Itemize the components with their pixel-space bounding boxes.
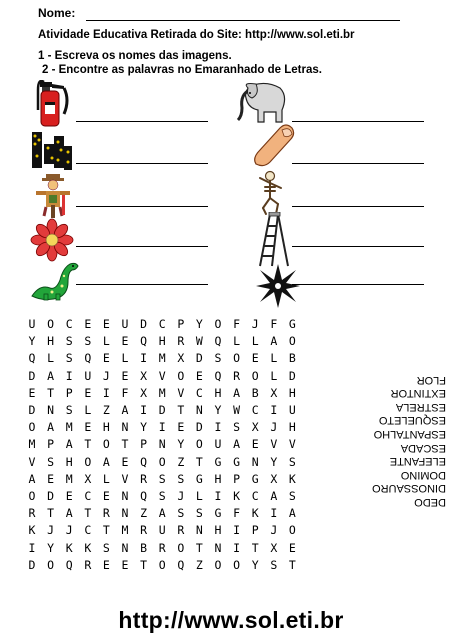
grid-letter[interactable]: E: [288, 540, 296, 555]
grid-letter[interactable]: V: [158, 368, 166, 383]
grid-letter[interactable]: X: [270, 385, 278, 400]
scarecrow-icon: [34, 172, 72, 218]
grid-letter[interactable]: E: [121, 454, 129, 469]
grid-letter[interactable]: F: [233, 506, 241, 521]
grid-letter[interactable]: Y: [28, 334, 36, 349]
answer-line-right-1[interactable]: [292, 121, 424, 122]
grid-letter[interactable]: O: [251, 368, 259, 383]
grid-letter[interactable]: I: [270, 403, 278, 417]
grid-letter[interactable]: M: [121, 523, 129, 538]
grid-letter[interactable]: E: [102, 317, 110, 331]
grid-letter[interactable]: S: [214, 351, 222, 366]
word-list-item: ELEFANTE: [389, 455, 446, 468]
grid-letter[interactable]: H: [102, 420, 110, 435]
grid-letter[interactable]: D: [28, 403, 36, 417]
grid-letter[interactable]: O: [84, 454, 92, 469]
answer-line-right-3[interactable]: [292, 206, 424, 207]
grid-letter[interactable]: Q: [214, 368, 222, 383]
star-icon: [256, 264, 300, 308]
answer-line-left-1[interactable]: [76, 121, 208, 122]
grid-letter[interactable]: X: [270, 540, 278, 555]
grid-letter[interactable]: E: [65, 489, 73, 503]
grid-letter[interactable]: F: [270, 317, 278, 331]
grid-letter[interactable]: N: [121, 540, 129, 555]
grid-letter[interactable]: X: [270, 471, 278, 486]
grid-letter[interactable]: O: [177, 540, 185, 555]
grid-letter[interactable]: N: [158, 437, 166, 452]
grid-letter[interactable]: O: [233, 351, 241, 366]
grid-letter[interactable]: D: [28, 557, 36, 572]
grid-letter[interactable]: V: [270, 437, 278, 452]
grid-letter[interactable]: W: [233, 403, 241, 417]
grid-letter[interactable]: A: [28, 471, 36, 486]
grid-letter[interactable]: S: [195, 506, 203, 521]
grid-letter[interactable]: E: [121, 368, 129, 383]
grid-letter[interactable]: S: [65, 403, 73, 417]
answer-line-right-2[interactable]: [292, 163, 424, 164]
grid-letter[interactable]: T: [140, 557, 148, 572]
grid-letter[interactable]: P: [140, 437, 148, 452]
answer-line-right-5[interactable]: [292, 284, 424, 285]
grid-letter[interactable]: I: [233, 540, 241, 555]
grid-letter[interactable]: M: [158, 385, 166, 400]
grid-letter[interactable]: C: [195, 385, 203, 400]
grid-letter[interactable]: J: [47, 523, 55, 538]
grid-letter[interactable]: J: [177, 489, 185, 503]
grid-letter[interactable]: S: [65, 351, 73, 366]
grid-letter[interactable]: B: [288, 351, 296, 366]
grid-letter[interactable]: J: [251, 317, 259, 331]
grid-letter[interactable]: O: [28, 420, 36, 435]
grid-letter[interactable]: X: [140, 385, 148, 400]
grid-letter[interactable]: H: [288, 420, 296, 435]
grid-letter[interactable]: S: [84, 334, 92, 349]
grid-letter[interactable]: R: [233, 368, 241, 383]
grid-letter[interactable]: N: [214, 540, 222, 555]
grid-letter[interactable]: U: [158, 523, 166, 538]
grid-letter[interactable]: O: [158, 454, 166, 469]
grid-letter[interactable]: H: [214, 471, 222, 486]
grid-letter[interactable]: S: [65, 334, 73, 349]
grid-letter[interactable]: S: [102, 540, 110, 555]
grid-letter[interactable]: J: [270, 420, 278, 435]
answer-line-left-5[interactable]: [76, 284, 208, 285]
grid-letter[interactable]: B: [251, 385, 259, 400]
grid-letter[interactable]: L: [47, 351, 55, 366]
grid-letter[interactable]: O: [102, 437, 110, 452]
grid-letter[interactable]: E: [251, 437, 259, 452]
grid-letter[interactable]: X: [140, 368, 148, 383]
grid-letter[interactable]: L: [121, 351, 129, 366]
grid-letter[interactable]: N: [121, 420, 129, 435]
ladder-icon: [254, 212, 292, 268]
answer-line-left-2[interactable]: [76, 163, 208, 164]
grid-letter[interactable]: H: [65, 454, 73, 469]
grid-letter[interactable]: Q: [140, 489, 148, 503]
grid-letter[interactable]: L: [195, 489, 203, 503]
grid-letter[interactable]: S: [158, 471, 166, 486]
grid-letter[interactable]: H: [214, 385, 222, 400]
grid-letter[interactable]: U: [28, 317, 36, 331]
grid-letter[interactable]: Q: [28, 351, 36, 366]
grid-letter[interactable]: E: [102, 489, 110, 503]
name-label: Nome:: [38, 6, 76, 20]
grid-letter[interactable]: T: [121, 437, 129, 452]
grid-letter[interactable]: A: [288, 506, 296, 521]
grid-letter[interactable]: E: [195, 368, 203, 383]
grid-letter[interactable]: K: [288, 471, 296, 486]
grid-letter[interactable]: V: [28, 454, 36, 469]
grid-letter[interactable]: G: [251, 471, 259, 486]
grid-letter[interactable]: X: [177, 351, 185, 366]
grid-letter[interactable]: E: [121, 557, 129, 572]
grid-letter[interactable]: I: [270, 506, 278, 521]
grid-letter[interactable]: P: [65, 385, 73, 400]
grid-letter[interactable]: R: [140, 523, 148, 538]
grid-letter[interactable]: Q: [214, 334, 222, 349]
grid-letter[interactable]: O: [233, 557, 241, 572]
grid-letter[interactable]: G: [214, 454, 222, 469]
grid-letter[interactable]: Y: [47, 540, 55, 555]
grid-letter[interactable]: K: [233, 489, 241, 503]
grid-letter[interactable]: R: [84, 557, 92, 572]
grid-letter[interactable]: U: [121, 317, 129, 331]
grid-letter[interactable]: R: [177, 523, 185, 538]
grid-letter[interactable]: N: [195, 523, 203, 538]
grid-letter[interactable]: G: [195, 471, 203, 486]
grid-letter[interactable]: B: [140, 540, 148, 555]
grid-letter[interactable]: K: [28, 523, 36, 538]
grid-letter[interactable]: L: [102, 334, 110, 349]
grid-letter[interactable]: A: [158, 506, 166, 521]
grid-letter[interactable]: K: [251, 506, 259, 521]
grid-letter[interactable]: Q: [140, 454, 148, 469]
grid-letter[interactable]: E: [121, 334, 129, 349]
grid-letter[interactable]: P: [177, 317, 185, 331]
grid-letter[interactable]: J: [102, 368, 110, 383]
grid-letter[interactable]: E: [102, 351, 110, 366]
word-list-item: ESPANTALHO: [373, 428, 446, 441]
answer-line-left-4[interactable]: [76, 246, 208, 247]
grid-letter[interactable]: V: [121, 471, 129, 486]
grid-letter[interactable]: L: [251, 334, 259, 349]
grid-letter[interactable]: V: [177, 385, 185, 400]
grid-letter[interactable]: A: [121, 403, 129, 417]
word-list-item: FLOR: [416, 373, 446, 386]
grid-letter[interactable]: O: [158, 557, 166, 572]
instruction-1: 1 - Escreva os nomes das imagens.: [38, 50, 232, 62]
grid-letter[interactable]: X: [251, 420, 259, 435]
grid-letter[interactable]: F: [121, 385, 129, 400]
grid-letter[interactable]: L: [233, 334, 241, 349]
grid-letter[interactable]: I: [140, 351, 148, 366]
grid-letter[interactable]: A: [65, 437, 73, 452]
grid-letter[interactable]: O: [288, 334, 296, 349]
word-list-item: ESQUELETO: [378, 414, 446, 427]
grid-letter[interactable]: Z: [177, 454, 185, 469]
subtitle: Atividade Educativa Retirada do Site: http://www.sol.eti.br: [38, 29, 355, 41]
grid-letter[interactable]: A: [65, 506, 73, 521]
extinguisher-icon: [36, 80, 70, 128]
grid-letter[interactable]: Q: [65, 557, 73, 572]
word-search-grid: [26, 317, 314, 575]
grid-letter[interactable]: I: [214, 420, 222, 435]
word-list-item: ESTRELA: [395, 400, 446, 413]
grid-letter[interactable]: P: [47, 437, 55, 452]
grid-letter[interactable]: T: [288, 557, 296, 572]
grid-letter[interactable]: T: [47, 506, 55, 521]
grid-letter[interactable]: S: [288, 489, 296, 503]
grid-letter[interactable]: T: [102, 523, 110, 538]
grid-letter[interactable]: I: [65, 368, 73, 383]
instruction-2: 2 - Encontre as palavras no Emaranhado de Letras.: [42, 64, 322, 76]
grid-letter[interactable]: Y: [214, 403, 222, 417]
grid-letter[interactable]: O: [47, 557, 55, 572]
grid-letter[interactable]: N: [121, 506, 129, 521]
grid-letter[interactable]: R: [177, 334, 185, 349]
grid-letter[interactable]: Y: [140, 420, 148, 435]
grid-letter[interactable]: C: [251, 403, 259, 417]
grid-letter[interactable]: O: [47, 317, 55, 331]
grid-letter[interactable]: H: [47, 334, 55, 349]
grid-letter[interactable]: U: [84, 368, 92, 383]
grid-letter[interactable]: K: [65, 540, 73, 555]
grid-letter[interactable]: H: [158, 334, 166, 349]
grid-letter[interactable]: E: [177, 420, 185, 435]
grid-letter[interactable]: S: [233, 420, 241, 435]
grid-letter[interactable]: Y: [270, 454, 278, 469]
grid-letter[interactable]: K: [84, 540, 92, 555]
grid-letter[interactable]: E: [84, 420, 92, 435]
grid-letter[interactable]: D: [195, 420, 203, 435]
grid-letter[interactable]: L: [102, 471, 110, 486]
grid-letter[interactable]: A: [102, 454, 110, 469]
grid-letter[interactable]: D: [288, 368, 296, 383]
grid-letter[interactable]: C: [251, 489, 259, 503]
grid-letter[interactable]: O: [288, 523, 296, 538]
grid-letter[interactable]: C: [84, 489, 92, 503]
grid-letter[interactable]: Y: [177, 437, 185, 452]
grid-letter[interactable]: M: [65, 471, 73, 486]
grid-letter[interactable]: T: [47, 385, 55, 400]
grid-letter[interactable]: S: [288, 454, 296, 469]
grid-letter[interactable]: D: [195, 351, 203, 366]
grid-letter[interactable]: C: [158, 317, 166, 331]
grid-letter[interactable]: A: [233, 437, 241, 452]
grid-letter[interactable]: R: [102, 506, 110, 521]
grid-letter[interactable]: P: [233, 471, 241, 486]
answer-line-left-3[interactable]: [76, 206, 208, 207]
grid-letter[interactable]: J: [270, 523, 278, 538]
grid-letter[interactable]: T: [84, 437, 92, 452]
grid-letter[interactable]: D: [47, 489, 55, 503]
grid-letter[interactable]: L: [270, 368, 278, 383]
grid-letter[interactable]: E: [102, 557, 110, 572]
grid-letter[interactable]: Z: [195, 557, 203, 572]
grid-letter[interactable]: T: [177, 403, 185, 417]
grid-letter[interactable]: L: [270, 351, 278, 366]
word-list-item: ESCADA: [400, 441, 446, 454]
grid-letter[interactable]: T: [251, 540, 259, 555]
grid-letter[interactable]: A: [47, 420, 55, 435]
grid-letter[interactable]: A: [47, 368, 55, 383]
grid-letter[interactable]: D: [140, 317, 148, 331]
grid-letter[interactable]: H: [288, 385, 296, 400]
grid-letter[interactable]: Y: [251, 557, 259, 572]
grid-letter[interactable]: T: [84, 506, 92, 521]
grid-letter[interactable]: E: [84, 317, 92, 331]
grid-letter[interactable]: A: [270, 334, 278, 349]
grid-letter[interactable]: C: [84, 523, 92, 538]
grid-letter[interactable]: F: [233, 317, 241, 331]
grid-letter[interactable]: N: [251, 454, 259, 469]
grid-letter[interactable]: N: [47, 403, 55, 417]
grid-letter[interactable]: D: [28, 368, 36, 383]
grid-letter[interactable]: Q: [177, 557, 185, 572]
grid-letter[interactable]: E: [84, 385, 92, 400]
word-list-item: EXTINTOR: [390, 387, 446, 400]
grid-letter[interactable]: M: [65, 420, 73, 435]
grid-letter[interactable]: E: [47, 471, 55, 486]
grid-letter[interactable]: P: [251, 523, 259, 538]
grid-letter[interactable]: E: [28, 385, 36, 400]
grid-letter[interactable]: J: [65, 523, 73, 538]
grid-letter[interactable]: O: [214, 557, 222, 572]
grid-letter[interactable]: T: [195, 540, 203, 555]
grid-letter[interactable]: S: [270, 557, 278, 572]
grid-letter[interactable]: Y: [195, 317, 203, 331]
grid-letter[interactable]: G: [288, 317, 296, 331]
finger-icon: [250, 122, 296, 168]
grid-letter[interactable]: A: [233, 385, 241, 400]
grid-letter[interactable]: S: [47, 454, 55, 469]
grid-letter[interactable]: I: [233, 523, 241, 538]
word-list-item: DOMINO: [400, 468, 446, 481]
grid-letter[interactable]: O: [195, 437, 203, 452]
domino-icon: [30, 130, 74, 172]
grid-letter[interactable]: R: [140, 471, 148, 486]
flower-icon: [30, 218, 74, 262]
grid-letter[interactable]: G: [233, 454, 241, 469]
grid-letter[interactable]: R: [158, 540, 166, 555]
grid-letter[interactable]: A: [270, 489, 278, 503]
dinosaur-icon: [28, 258, 80, 302]
grid-letter[interactable]: I: [214, 489, 222, 503]
name-answer-line[interactable]: [86, 20, 400, 21]
grid-letter[interactable]: Q: [140, 334, 148, 349]
grid-letter[interactable]: S: [158, 489, 166, 503]
grid-letter[interactable]: O: [214, 317, 222, 331]
grid-letter[interactable]: C: [65, 317, 73, 331]
word-list-item: DINOSSAURO: [372, 482, 446, 495]
grid-letter[interactable]: I: [28, 540, 36, 555]
grid-letter[interactable]: E: [251, 351, 259, 366]
grid-letter[interactable]: S: [177, 471, 185, 486]
grid-letter[interactable]: T: [195, 454, 203, 469]
word-list-item: DEDO: [414, 496, 446, 508]
grid-letter[interactable]: G: [214, 506, 222, 521]
grid-letter[interactable]: X: [84, 471, 92, 486]
grid-letter[interactable]: D: [158, 403, 166, 417]
footer-url[interactable]: http://www.sol.eti.br: [118, 607, 344, 633]
grid-letter[interactable]: M: [158, 351, 166, 366]
grid-letter[interactable]: N: [121, 489, 129, 503]
grid-letter[interactable]: H: [214, 523, 222, 538]
word-list: [356, 318, 448, 508]
grid-letter[interactable]: U: [288, 403, 296, 417]
answer-line-right-4[interactable]: [292, 246, 424, 247]
grid-letter[interactable]: O: [28, 489, 36, 503]
grid-letter[interactable]: W: [195, 334, 203, 349]
grid-letter[interactable]: Q: [84, 351, 92, 366]
grid-letter[interactable]: M: [28, 437, 36, 452]
grid-letter[interactable]: I: [158, 420, 166, 435]
skeleton-icon: [254, 170, 286, 216]
grid-letter[interactable]: S: [177, 506, 185, 521]
grid-letter[interactable]: L: [84, 403, 92, 417]
grid-letter[interactable]: I: [140, 403, 148, 417]
grid-letter[interactable]: I: [102, 385, 110, 400]
elephant-icon: [236, 80, 288, 124]
grid-letter[interactable]: R: [28, 506, 36, 521]
grid-letter[interactable]: U: [214, 437, 222, 452]
grid-letter[interactable]: Z: [102, 403, 110, 417]
grid-letter[interactable]: O: [177, 368, 185, 383]
grid-letter[interactable]: N: [195, 403, 203, 417]
grid-letter[interactable]: Z: [140, 506, 148, 521]
grid-letter[interactable]: V: [288, 437, 296, 452]
